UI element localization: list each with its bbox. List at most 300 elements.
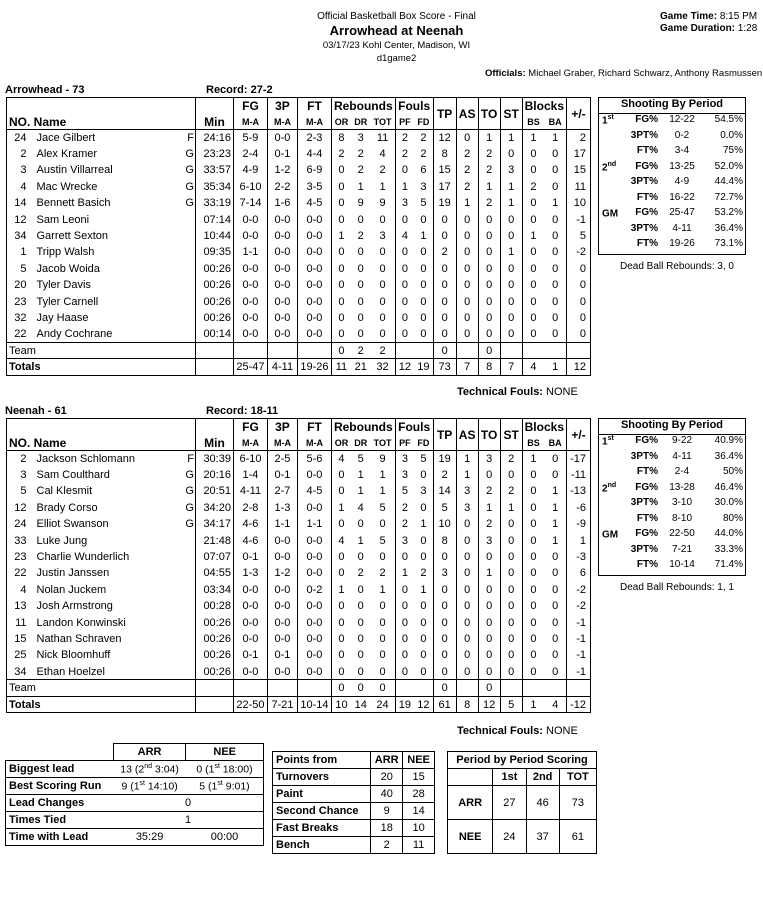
player-position: G (179, 516, 196, 532)
player-plus-minus: -2 (576, 583, 586, 596)
totals-as: 8 (456, 696, 478, 712)
player-position (175, 211, 196, 227)
player-dr: 2 (357, 230, 364, 243)
player-as: 2 (456, 146, 478, 162)
player-or: 0 (338, 279, 345, 292)
hdr-blocks: Blocks (522, 98, 566, 115)
officials (485, 68, 762, 79)
br-arr-sup: st (139, 779, 145, 787)
player-st: 0 (500, 598, 522, 614)
player-tot: 0 (370, 277, 395, 293)
player-name: Alex Kramer (36, 148, 98, 161)
player-dr: 0 (357, 632, 364, 645)
time-with-lead-arr: 35:29 (113, 829, 186, 846)
player-fd: 1 (414, 228, 433, 244)
totals-plus-minus: 12 (567, 359, 591, 375)
player-minutes: 10:44 (195, 228, 233, 244)
player-dr: 0 (357, 213, 364, 226)
player-name: Brady Corso (36, 501, 98, 514)
player-name: Sam Coulthard (36, 469, 110, 482)
player-pf: 3 (401, 197, 408, 210)
player-row (7, 582, 591, 598)
player-minutes: 00:26 (195, 261, 233, 277)
player-pf: 3 (401, 469, 408, 482)
player-fg: 4-9 (233, 162, 267, 178)
player-bs: 0 (530, 148, 537, 161)
player-row (7, 467, 591, 483)
player-bs: 0 (530, 213, 537, 226)
player-fd: 6 (414, 162, 433, 178)
player-tp: 0 (433, 310, 456, 326)
player-or: 0 (338, 295, 345, 308)
shooting-stat-label: FT% (636, 145, 658, 156)
player-tp: 19 (433, 451, 456, 467)
totals-row (7, 359, 591, 375)
player-position: G (179, 483, 196, 499)
shooting-made-attempted: 9-22 (671, 435, 692, 446)
points-from-row (273, 837, 435, 854)
player-position (179, 549, 196, 565)
hdr-dr: DR (351, 115, 371, 130)
player-or: 2 (338, 148, 345, 161)
player-number: 12 (14, 213, 27, 226)
player-dr: 1 (357, 485, 364, 498)
player-position: G (175, 146, 196, 162)
period-num: GM (602, 529, 619, 541)
player-to: 1 (478, 179, 500, 195)
hdr-ma-fg: M-A (233, 115, 267, 130)
player-number: 33 (14, 534, 27, 547)
player-tp: 0 (433, 664, 456, 680)
player-or: 0 (338, 328, 345, 341)
player-ba: 0 (544, 467, 566, 483)
player-ba: 1 (544, 483, 566, 499)
period-col-tot: TOT (559, 769, 596, 786)
period-nee-tot: 61 (571, 830, 584, 843)
player-or: 0 (338, 469, 345, 482)
shooting-made-attempted: 0-2 (674, 129, 690, 141)
shooting-made-attempted: 3-4 (674, 145, 690, 156)
player-ba: 0 (544, 277, 566, 293)
shooting-made-attempted: 4-11 (672, 450, 692, 462)
period-num: 1 (602, 115, 608, 127)
time-with-lead-label: Time with Lead (6, 829, 114, 846)
player-as: 0 (456, 293, 478, 309)
points-from-nee: 28 (403, 786, 435, 803)
player-dr: 0 (357, 583, 364, 596)
player-plus-minus: -2 (576, 600, 586, 613)
team-empty-pm (567, 680, 591, 696)
player-tp: 3 (433, 565, 456, 581)
pf-col-nee: NEE (403, 752, 435, 769)
team-or: 0 (331, 680, 351, 696)
player-dr: 9 (357, 197, 364, 210)
br-nee-b: 9:01) (222, 780, 250, 793)
player-row (7, 261, 591, 277)
player-plus-minus: -13 (570, 485, 586, 498)
team-label: Team (7, 680, 196, 696)
period-nee-1st: 24 (493, 820, 526, 854)
shooting-stat-label: 3PT% (630, 497, 658, 508)
player-tp: 8 (433, 146, 456, 162)
team-empty-pf (395, 680, 414, 696)
player-dr: 0 (357, 616, 364, 629)
player-ft: 3-5 (297, 179, 331, 195)
shooting-percentage: 80% (722, 512, 743, 524)
player-tot: 3 (370, 228, 395, 244)
player-3p: 1-2 (267, 162, 297, 178)
shooting-percentage: 36.4% (714, 222, 743, 234)
player-st: 0 (500, 549, 522, 565)
player-bs: 0 (530, 518, 537, 531)
player-fd: 0 (414, 244, 433, 260)
shooting-stat-label: FG% (635, 114, 658, 125)
player-or: 0 (338, 551, 345, 564)
player-to: 0 (478, 326, 500, 342)
player-plus-minus: 15 (573, 164, 586, 177)
player-name: Sam Leoni (36, 213, 90, 226)
player-number: 34 (14, 665, 27, 678)
period-arr-tot: 73 (559, 786, 596, 820)
game-time-label: Game Time: (660, 11, 718, 22)
player-tot: 4 (370, 146, 395, 162)
totals-or: 10 (331, 696, 351, 712)
player-row (7, 277, 591, 293)
player-name: Jace Gilbert (36, 131, 96, 144)
player-dr: 1 (357, 534, 364, 547)
player-minutes: 21:48 (195, 532, 233, 548)
player-fd: 0 (414, 614, 433, 630)
bl-nee-sup: st (214, 762, 220, 770)
points-from-nee: 14 (403, 803, 435, 820)
hdr-tp: TP (433, 419, 456, 451)
player-name: Nathan Schraven (36, 632, 122, 645)
hdr-pm: +/- (571, 427, 586, 442)
player-dr: 0 (357, 262, 364, 275)
hdr-dr: DR (351, 436, 371, 451)
player-st: 1 (500, 244, 522, 260)
hdr-rebounds: Rebounds (331, 98, 395, 115)
player-tp: 19 (433, 195, 456, 211)
shooting-row (599, 482, 745, 498)
hdr-st: ST (500, 98, 522, 130)
totals-tot: 32 (370, 359, 395, 375)
player-as: 0 (456, 244, 478, 260)
player-fg: 0-0 (233, 293, 267, 309)
player-ba: 0 (544, 211, 566, 227)
header-row (7, 98, 591, 115)
player-as: 0 (456, 310, 478, 326)
team-empty-p3 (267, 343, 297, 359)
shooting-percentage: 54.5% (714, 114, 743, 125)
player-ft: 0-0 (297, 467, 331, 483)
dead-ball-rebounds-arrowhead: Dead Ball Rebounds: 3, 0 (620, 261, 734, 272)
player-row (7, 664, 591, 680)
period-arr-2nd: 46 (526, 786, 559, 820)
player-ft: 2-3 (297, 130, 331, 146)
player-number: 25 (14, 649, 27, 662)
points-from-nee: 15 (403, 769, 435, 786)
totals-pf: 12 (395, 359, 414, 375)
player-to: 1 (478, 500, 500, 516)
hdr-pf: PF (395, 115, 414, 130)
player-plus-minus: -2 (576, 246, 586, 259)
shooting-percentage: 0.0% (720, 129, 743, 141)
team-score-arrowhead: Arrowhead - 73 (5, 84, 85, 96)
player-name: Landon Konwinski (36, 616, 126, 629)
player-tot: 1 (370, 582, 395, 598)
player-or: 0 (338, 311, 345, 324)
player-ft: 0-0 (297, 293, 331, 309)
shooting-percentage: 52.0% (714, 160, 743, 172)
player-tp: 2 (433, 244, 456, 260)
player-pf: 1 (401, 567, 408, 580)
player-fd: 1 (414, 582, 433, 598)
player-name: Charlie Wunderlich (36, 551, 130, 564)
bl-arr-a: 13 (2 (120, 763, 145, 776)
player-tp: 0 (433, 293, 456, 309)
team-empty-pm (567, 343, 591, 359)
shooting-stat-label: FT% (636, 559, 658, 570)
player-bs: 0 (530, 600, 537, 613)
player-number: 4 (20, 180, 27, 193)
player-number: 23 (14, 551, 27, 564)
player-3p: 0-0 (267, 598, 297, 614)
player-name: Justin Janssen (36, 567, 110, 580)
player-3p: 0-0 (267, 582, 297, 598)
player-st: 0 (500, 614, 522, 630)
player-to: 2 (478, 146, 500, 162)
hdr-tot: TOT (370, 436, 395, 451)
player-ba: 0 (544, 244, 566, 260)
player-minutes: 20:51 (195, 483, 233, 499)
player-plus-minus: 17 (573, 148, 586, 161)
player-tp: 0 (433, 582, 456, 598)
player-tot: 0 (370, 614, 395, 630)
totals-tot: 24 (370, 696, 395, 712)
player-pf: 0 (401, 295, 408, 308)
totals-to: 12 (478, 696, 500, 712)
hdr-blocks: Blocks (522, 419, 566, 436)
period-team-nee: NEE (448, 820, 493, 854)
player-fg: 7-14 (233, 195, 267, 211)
shooting-stat-label: 3PT% (630, 176, 658, 187)
player-fd: 0 (414, 500, 433, 516)
points-from-nee: 10 (403, 820, 435, 837)
player-row (7, 500, 591, 516)
hdr-tp: TP (433, 98, 456, 130)
hdr-blank (7, 419, 196, 436)
totals-tp: 61 (433, 696, 456, 712)
player-bs: 0 (530, 534, 537, 547)
player-minutes: 33:19 (195, 195, 233, 211)
player-row (7, 211, 591, 227)
player-position (179, 565, 196, 581)
hdr-or: OR (331, 115, 351, 130)
tech-label: Technical Fouls: (457, 386, 543, 398)
player-plus-minus: -9 (576, 518, 586, 531)
player-or: 0 (338, 485, 345, 498)
player-bs: 0 (530, 583, 537, 596)
player-to: 1 (478, 565, 500, 581)
player-or: 0 (338, 632, 345, 645)
player-fd: 2 (414, 130, 433, 146)
player-name: Garrett Sexton (36, 230, 109, 243)
player-position: G (175, 195, 196, 211)
totals-dr: 14 (351, 696, 371, 712)
player-to: 0 (478, 310, 500, 326)
player-ba: 0 (544, 310, 566, 326)
totals-fg: 25-47 (233, 359, 267, 375)
player-dr: 0 (357, 311, 364, 324)
player-fg: 6-10 (233, 179, 267, 195)
player-plus-minus: 5 (579, 230, 586, 243)
player-number: 34 (14, 230, 27, 243)
player-or: 4 (338, 534, 345, 547)
player-fg: 0-1 (233, 647, 267, 663)
player-or: 0 (338, 164, 345, 177)
player-dr: 0 (357, 279, 364, 292)
br-arr-b: 14:10) (145, 780, 178, 793)
player-tp: 0 (433, 598, 456, 614)
player-fd: 0 (414, 664, 433, 680)
player-ba: 0 (544, 582, 566, 598)
player-row (7, 549, 591, 565)
shooting-made-attempted: 16-22 (669, 191, 695, 203)
shooting-row (599, 207, 745, 223)
player-fg: 1-1 (233, 244, 267, 260)
player-fg: 2-8 (233, 500, 267, 516)
tech-value: NONE (546, 386, 578, 398)
shooting-percentage: 73.1% (714, 238, 743, 249)
game-stats-table (5, 743, 264, 846)
hdr-min-blank (195, 419, 233, 436)
player-3p: 0-1 (267, 467, 297, 483)
player-bs: 0 (530, 649, 537, 662)
player-fg: 0-1 (233, 549, 267, 565)
period-team-arr: ARR (448, 786, 493, 820)
player-row (7, 130, 591, 146)
player-as: 1 (456, 467, 478, 483)
player-as: 0 (456, 549, 478, 565)
player-as: 0 (456, 598, 478, 614)
shooting-row (599, 114, 745, 130)
player-tot: 0 (370, 598, 395, 614)
team-empty-min (195, 343, 233, 359)
player-pf: 0 (401, 600, 408, 613)
player-fg: 0-0 (233, 261, 267, 277)
hdr-bs: BS (522, 115, 544, 130)
lead-changes-label: Lead Changes (6, 795, 114, 812)
player-ft: 0-0 (297, 261, 331, 277)
totals-bs: 1 (522, 696, 544, 712)
player-3p: 1-1 (267, 516, 297, 532)
player-dr: 1 (357, 469, 364, 482)
player-name: Mac Wrecke (36, 180, 98, 193)
shooting-percentage: 36.4% (714, 450, 743, 462)
team-empty-fd (414, 343, 433, 359)
player-tot: 2 (370, 565, 395, 581)
player-st: 0 (500, 228, 522, 244)
player-st: 0 (500, 664, 522, 680)
shooting-row (599, 559, 745, 575)
player-pf: 5 (401, 485, 408, 498)
player-bs: 0 (530, 551, 537, 564)
hdr-ft: FT (297, 419, 331, 436)
player-minutes: 00:14 (195, 326, 233, 342)
player-tp: 0 (433, 228, 456, 244)
team-score-neenah: Neenah - 61 (5, 405, 67, 417)
team-tot: 2 (370, 343, 395, 359)
totals-plus-minus: -12 (567, 696, 591, 712)
totals-tp: 73 (433, 359, 456, 375)
player-ft: 4-5 (297, 195, 331, 211)
team-empty-min (195, 680, 233, 696)
shooting-stat-label: 3PT% (630, 543, 658, 555)
shooting-percentage: 71.4% (714, 559, 743, 570)
player-minutes: 00:26 (195, 277, 233, 293)
player-row (7, 647, 591, 663)
points-from-label: Fast Breaks (273, 820, 371, 837)
player-ba: 1 (544, 516, 566, 532)
player-name: Bennett Basich (36, 197, 111, 210)
player-or: 0 (338, 180, 345, 193)
player-number: 11 (15, 616, 27, 629)
col-nee: NEE (186, 744, 264, 761)
period-nee-2nd: 37 (526, 820, 559, 854)
player-name: Luke Jung (36, 534, 88, 547)
player-pf: 4 (401, 230, 408, 243)
bl-arr-sup: nd (144, 762, 153, 770)
shooting-row (599, 435, 745, 451)
player-position: G (175, 179, 196, 195)
team-empty-bs (522, 343, 544, 359)
player-3p: 0-0 (267, 244, 297, 260)
shooting-stat-label: FT% (636, 512, 658, 524)
player-or: 0 (338, 246, 345, 259)
player-fd: 0 (414, 631, 433, 647)
player-plus-minus: -1 (576, 616, 586, 629)
player-name: Cal Klesmit (36, 485, 93, 498)
period-num: 2 (602, 482, 608, 494)
player-bs: 0 (530, 485, 537, 498)
player-row (7, 179, 591, 195)
player-tot: 5 (370, 532, 395, 548)
totals-fd: 12 (414, 696, 433, 712)
player-as: 0 (456, 647, 478, 663)
player-row (7, 244, 591, 260)
player-as: 0 (456, 664, 478, 680)
player-to: 0 (478, 277, 500, 293)
player-ft: 5-6 (297, 451, 331, 467)
shooting-by-period-arrowhead (598, 97, 746, 255)
player-dr: 2 (357, 164, 364, 177)
player-as: 0 (456, 261, 478, 277)
player-position: G (179, 467, 196, 483)
player-pf: 0 (401, 649, 408, 662)
player-dr: 0 (357, 551, 364, 564)
team-empty-pf (395, 343, 414, 359)
game-duration-label: Game Duration: (660, 23, 736, 34)
player-name: Ethan Hoelzel (36, 665, 105, 678)
player-tp: 15 (433, 162, 456, 178)
player-number: 5 (20, 262, 27, 275)
points-from-arr: 2 (371, 837, 403, 854)
player-ft: 0-0 (297, 277, 331, 293)
game-time (660, 11, 757, 22)
player-or: 0 (338, 518, 345, 531)
player-plus-minus: -1 (576, 632, 586, 645)
